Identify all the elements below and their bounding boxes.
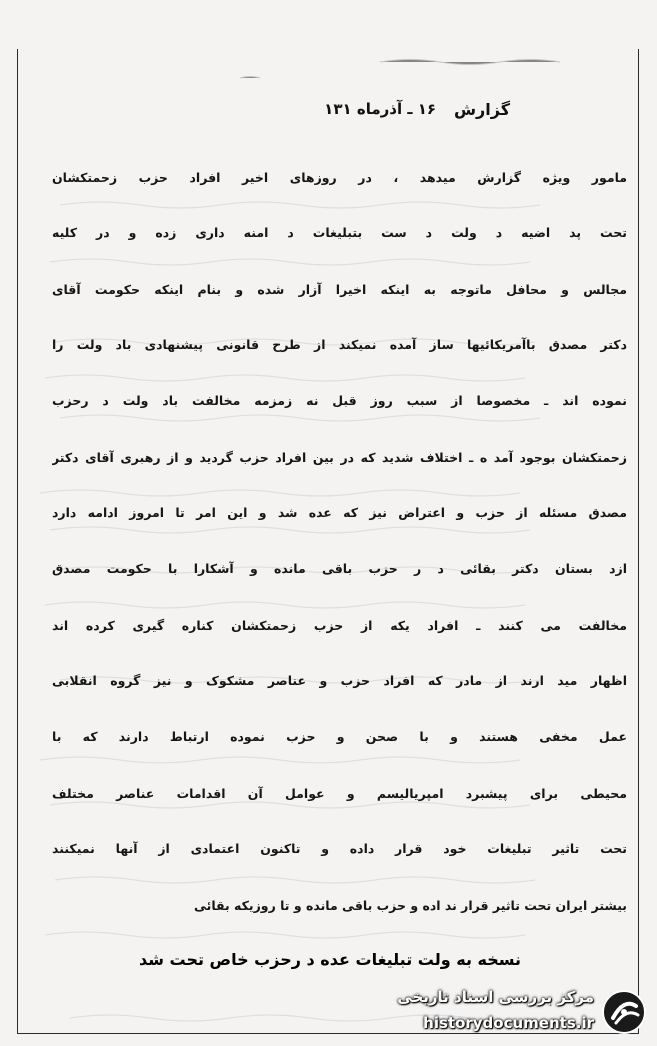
body-line-3: مجالس و محافل ماتوجه به اینکه اخیرا آزار شده و بنام اینکه حکومت آقای (52, 282, 627, 297)
body-line-4: دکتر مصدق باآمریکائیها ساز آمده نمیکند از طرح قانونی پیشنهادی باد ولت را (52, 337, 627, 352)
body-line-9: مخالفت می کنند ـ افراد یکه از حزب زحمتکشان کناره گیری کرده اند (52, 618, 627, 633)
distribution-note: نسخه به ولت تبلیغات عده د رحزب خاص تحت شد (138, 950, 522, 969)
body-line-8: ازد بستان دکتر بقائی د ر حزب باقی مانده و آشکارا با حکومت مصدق (52, 561, 627, 576)
body-line-2: تحت پد اضیه د ولت د ست بتبلیغات د امنه داری زده و در کلیه (52, 225, 627, 240)
body-line-14: بیشتر ایران تحت تاثیر قرار ند اده و حزب باقی مانده و تا روزیکه بقائی (193, 898, 627, 913)
document-date: ۱۶ ـ آذرماه ۱۳۱ (324, 100, 436, 118)
body-line-6: زحمتکشان بوجود آمد ه ـ اختلاف شدید که در بین افراد حزب گردید و از رهبری آقای دکتر (52, 450, 627, 465)
body-line-1: مامور ویژه گزارش میدهد ، در روزهای اخیر افراد حزب زحمتکشان (52, 170, 627, 185)
body-line-12: محیطی برای پیشبرد امپریالیسم و عوامل آن اقدامات عناصر مختلف (52, 786, 627, 801)
body-line-13: تحت تاثیر تبلیغات خود قرار داده و تاکنون اعتمادی از آنها نمیکنند (52, 841, 627, 856)
body-line-11: عمل مخفی هستند و با صحن و حزب نموده ارتباط دارند که با (52, 729, 627, 744)
watermark (372, 986, 652, 1042)
watermark-name: مرکز بررسی اسناد تاریخی (397, 988, 594, 1006)
body-line-7: مصدق مسئله از حزب و اعتراض نیز که عده شد و این امر تا امروز ادامه دارد (52, 505, 627, 520)
document-title: گزارش (453, 100, 510, 119)
document-header (300, 100, 510, 130)
watermark-url: historydocuments.ir (423, 1014, 594, 1032)
document-frame (17, 49, 639, 1034)
archive-logo-icon (600, 988, 648, 1036)
body-line-5: نموده اند ـ مخصوصا از سبب روز قبل نه زمزمه مخالفت باد ولت د رحزب (52, 393, 627, 408)
body-line-10: اظهار مید ارند از مادر که افراد حزب و عناصر مشکوک و نیز گروه انقلابی (52, 673, 627, 688)
